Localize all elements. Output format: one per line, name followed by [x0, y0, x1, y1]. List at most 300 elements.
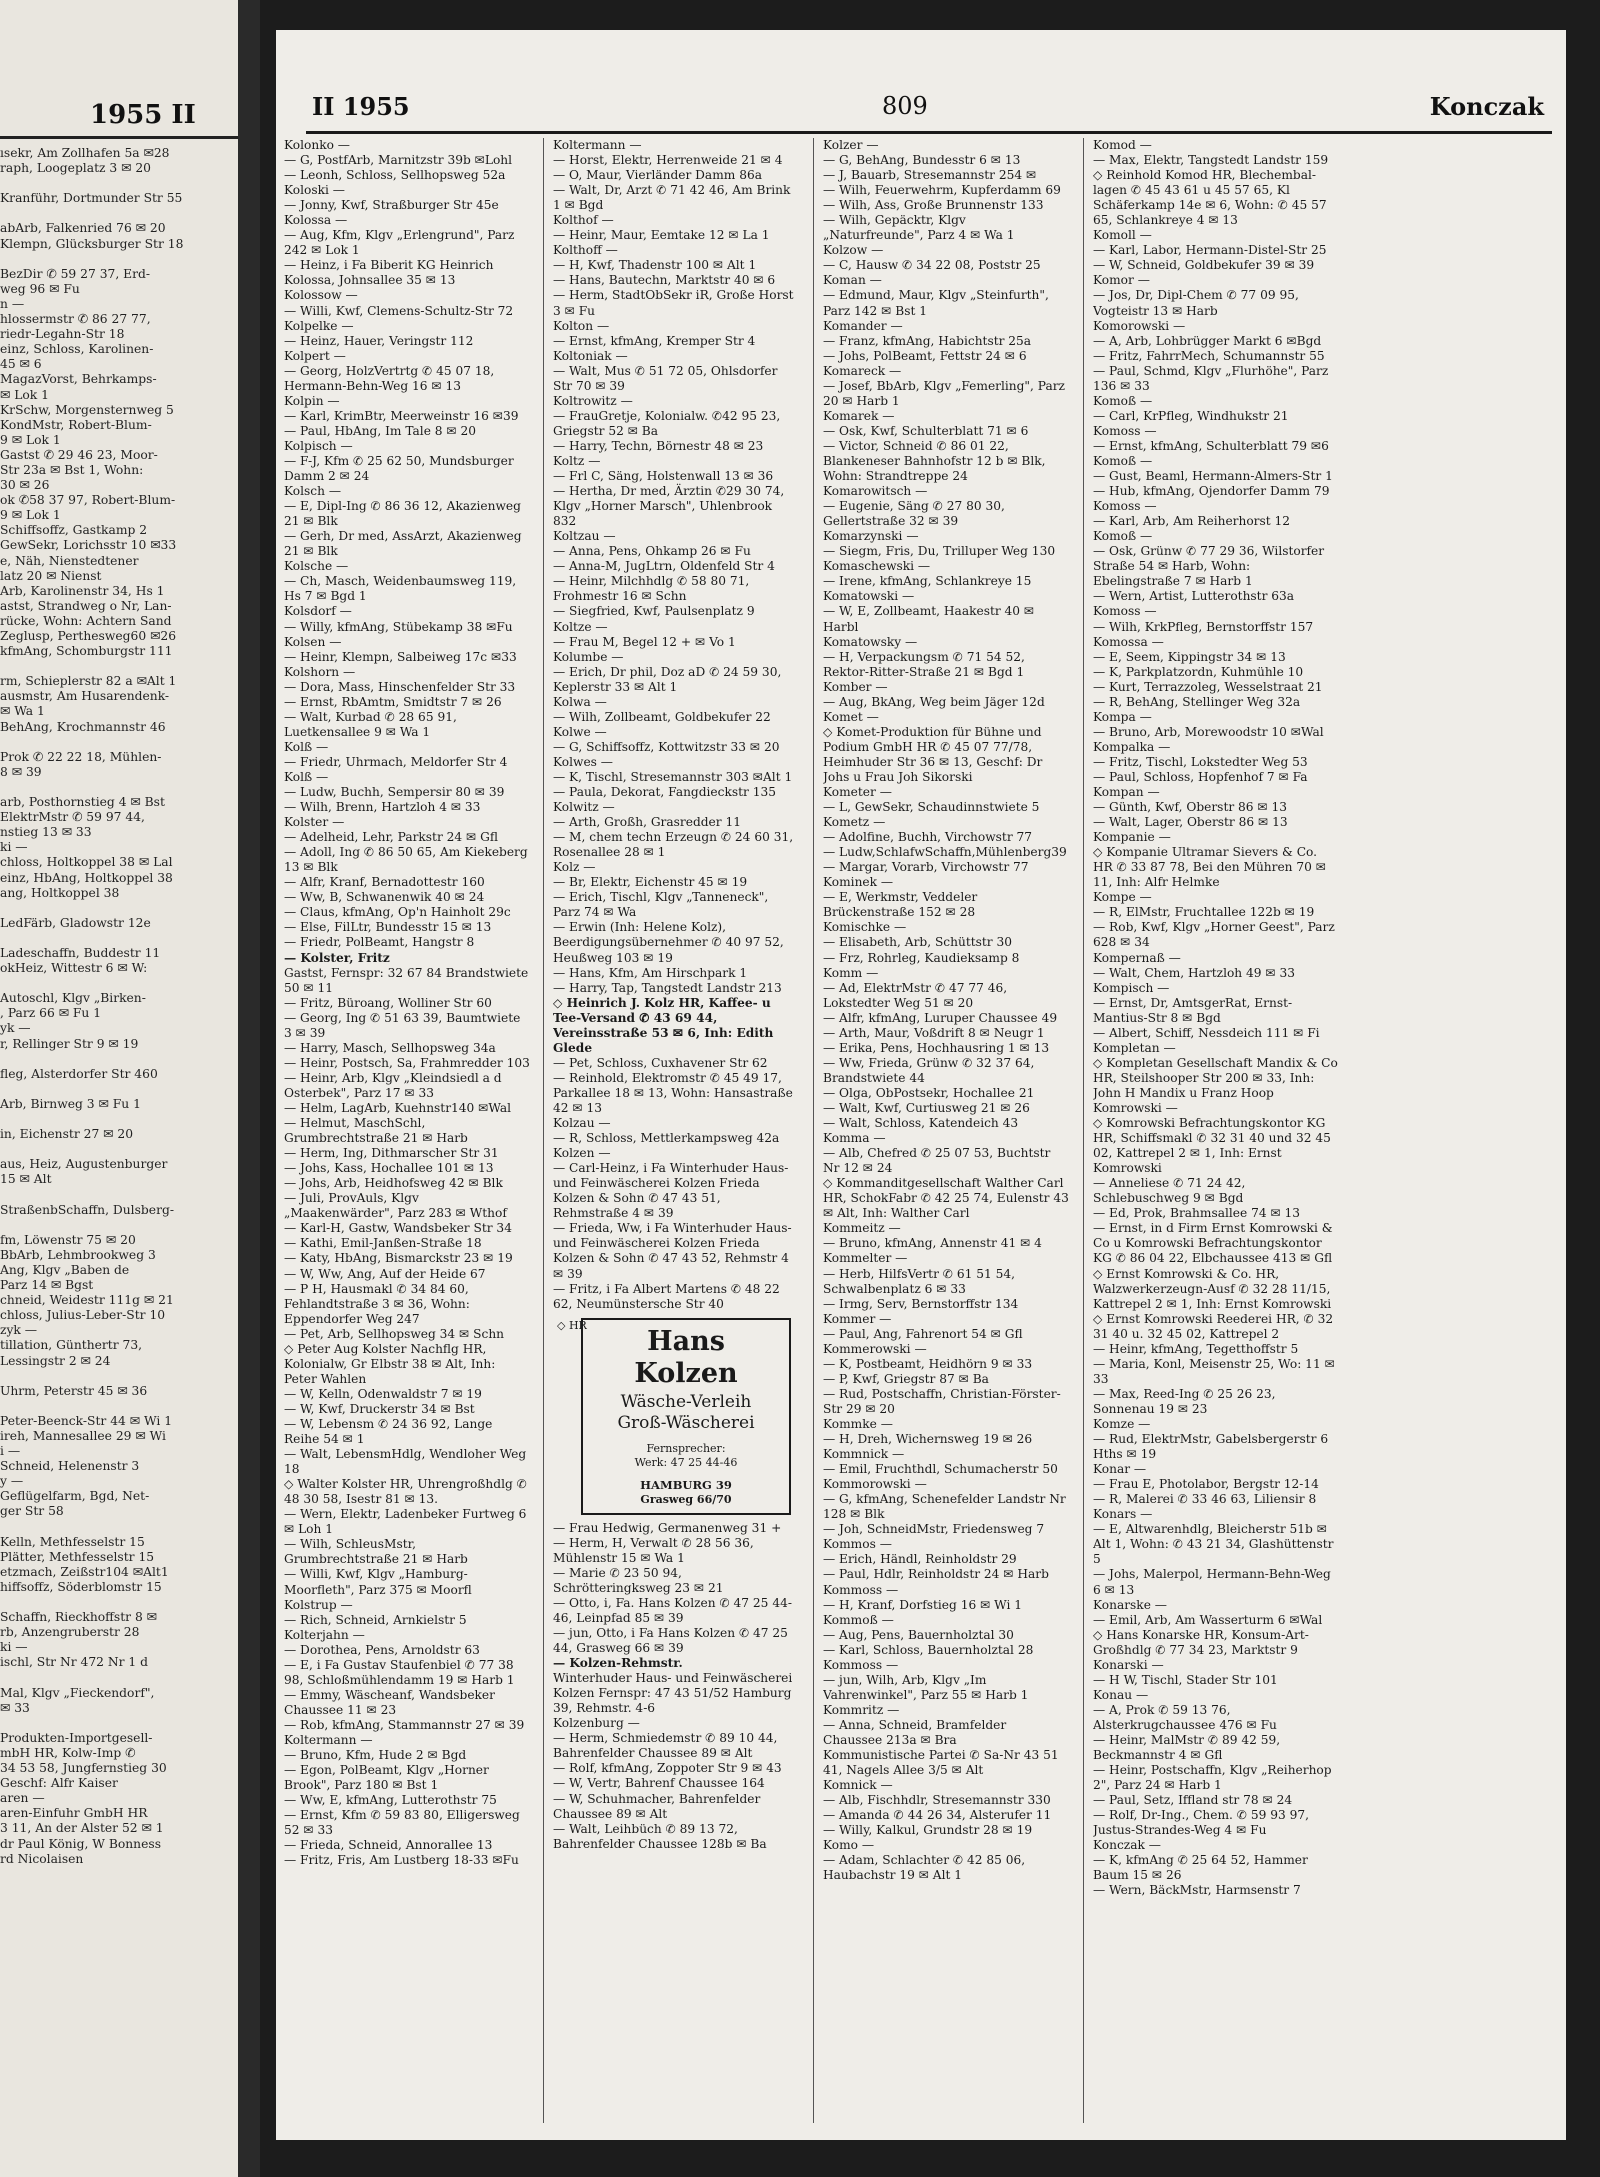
directory-entry: Kominek —: [823, 875, 894, 890]
directory-entry: ◇ Reinhold Komod HR, Blechembal-lagen ✆ 45 43 61 u 45 57 65, Kl Schäferkamp 14e ✉ 6, Wohn: ✆ 45 57 65, Schlankreye 4 ✉ 13: [1093, 168, 1327, 228]
directory-entry: Komoß —: [1093, 393, 1153, 408]
directory-entry: — Joh, SchneidMstr, Friedensweg 7: [823, 1522, 1045, 1537]
directory-entry: Komor —: [1093, 273, 1150, 288]
directory-entry: — W, E, Zollbeamt, Haakestr 40 ✉Harbl: [823, 604, 1035, 634]
directory-entry: — Else, FilLtr, Bundesstr 15 ✉ 13: [284, 920, 492, 935]
directory-entry: Kolpelke —: [284, 318, 354, 333]
directory-entry: — Victor, Schneid ✆ 86 01 22, Blankeneser Bahnhofstr 12 b ✉ Blk, Wohn: Strandtreppe 24: [823, 438, 1046, 484]
page-header: [312, 92, 1550, 132]
directory-entry: Kommos —: [823, 1537, 892, 1552]
directory-entry: [0, 1595, 236, 1610]
directory-entry: — Elisabeth, Arb, Schüttstr 30: [823, 935, 1012, 950]
directory-entry: Komrowski —: [1093, 1101, 1178, 1115]
directory-entry: Parz 14 ✉ Bgst: [0, 1278, 94, 1293]
directory-entry: Kommnick —: [823, 1447, 905, 1462]
directory-entry: — Margar, Vorarb, Virchowstr 77: [823, 860, 1029, 875]
directory-entry: — Pet, Schloss, Cuxhavener Str 62: [553, 1055, 768, 1070]
directory-entry: Gastst ✆ 29 46 23, Moor-: [0, 447, 158, 462]
directory-entry: Kolthof —: [553, 213, 614, 228]
directory-entry: — Erika, Pens, Hochhausring 1 ✉ 13: [823, 1040, 1050, 1055]
directory-entry: — W, Kwf, Druckerstr 34 ✉ Bst: [284, 1401, 475, 1416]
directory-entry: — Otto, i, Fa. Hans Kolzen ✆ 47 25 44-46, Leinpfad 85 ✉ 39: [553, 1595, 792, 1625]
directory-entry: — Egon, PolBeamt, Klgv „Horner Brook", Parz 180 ✉ Bst 1: [284, 1763, 489, 1793]
directory-entry: Komatowsky —: [823, 634, 918, 649]
directory-entry: — Max, Reed-Ing ✆ 25 26 23, Sonnenau 19 ✉ 23: [1093, 1386, 1276, 1416]
directory-entry: Kolzow —: [823, 243, 884, 258]
directory-entry: 9 ✉ Lok 1: [0, 432, 61, 447]
directory-entry: — O, Maur, Vierländer Damm 86a: [553, 168, 762, 183]
directory-entry: Kommoss —: [823, 1582, 899, 1597]
directory-entry: — Rud, ElektrMstr, Gabelsbergerstr 6 Hths ✉ 19: [1093, 1432, 1329, 1462]
directory-entry: [0, 1142, 236, 1157]
directory-entry: — Karl, Labor, Hermann-Distel-Str 25: [1093, 243, 1327, 258]
directory-entry: ✉ 33: [0, 1700, 30, 1715]
directory-entry: , Parz 66 ✉ Fu 1: [0, 1006, 102, 1021]
directory-entry: rb, Anzengruberstr 28: [0, 1625, 140, 1640]
directory-entry: Koltze —: [553, 619, 608, 634]
directory-entry: — F-J, Kfm ✆ 25 62 50, Mundsburger Damm 2 ✉ 24: [284, 453, 514, 484]
directory-entry: — Anna-M, JugLtrn, Oldenfeld Str 4: [553, 559, 775, 574]
directory-entry: — Heinr, Postsch, Sa, Frahmredder 103: [284, 1055, 530, 1070]
directory-entry: — Karl, Schloss, Bauernholztal 28: [823, 1642, 1034, 1657]
directory-entry: — Erwin (Inh: Helene Kolz), Beerdigungsübernehmer ✆ 40 97 52, Heußweg 103 ✉ 19: [553, 920, 784, 965]
directory-entry: r, Rellinger Str 9 ✉ 19: [0, 1036, 139, 1051]
directory-entry: — Max, Elektr, Tangstedt Landstr 159: [1093, 153, 1329, 168]
directory-entry: Komischke —: [823, 920, 907, 935]
directory-entry: Komander —: [823, 318, 903, 333]
directory-entry: — Walt, Mus ✆ 51 72 05, Ohlsdorfer Str 70 ✉ 39: [553, 363, 778, 393]
directory-entry: — Herb, HilfsVertr ✆ 61 51 54, Schwalbenplatz 6 ✉ 33: [823, 1266, 1016, 1296]
directory-entry: ◇ Heinrich J. Kolz HR, Kaffee- u Tee-Versand ✆ 43 69 44, Vereinsstraße 53 ✉ 6, Inh: Edith Glede: [553, 995, 774, 1055]
directory-entry: nstieg 13 ✉ 33: [0, 825, 92, 840]
directory-entry: Kolz —: [553, 860, 596, 875]
directory-entry: [0, 1112, 236, 1127]
ad-phone: Werk: 47 25 44-46: [634, 1455, 738, 1469]
directory-entry: — Frieda, Ww, i Fa Winterhuder Haus- und Feinwäscherei Kolzen Frieda Kolzen & Sohn ✆ 47 43 52, Rehmstr 4 ✉ 39: [553, 1221, 792, 1281]
directory-entry: — Bruno, kfmAng, Annenstr 41 ✉ 4: [823, 1236, 1042, 1251]
directory-entry: — Carl-Heinz, i Fa Winterhuder Haus- und Feinwäscherei Kolzen Frieda Kolzen & Sohn ✆ 47 43 51, Rehmstraße 4 ✉ 39: [553, 1161, 789, 1221]
directory-entry: — Kurt, Terrazzoleg, Wesselstraat 21: [1093, 679, 1323, 694]
directory-entry: — Alb, Fischhdlr, Stresemannstr 330: [823, 1793, 1051, 1808]
directory-entry: — Siegfried, Kwf, Paulsenplatz 9: [553, 604, 755, 619]
directory-entry: — Paul, Setz, Iffland str 78 ✉ 24: [1093, 1793, 1293, 1808]
directory-entry: Kommke —: [823, 1416, 893, 1431]
directory-entry: einz, Schloss, Karolinen-: [0, 342, 154, 357]
directory-entry: — E, Werkmstr, Veddeler Brückenstraße 152 ✉ 28: [823, 890, 978, 920]
directory-entry: Kolzen —: [553, 1146, 611, 1161]
directory-entry: — Heinr, Maur, Eemtake 12 ✉ La 1: [553, 228, 770, 243]
directory-entry: Komma —: [823, 1131, 886, 1146]
directory-entry: Kompisch —: [1093, 980, 1170, 995]
directory-entry: Kolsdorf —: [284, 604, 352, 619]
directory-entry: — Kathi, Emil-Janßen-Straße 18: [284, 1236, 482, 1251]
column-4: [1093, 138, 1339, 2118]
directory-entry: Kompalka —: [1093, 739, 1171, 754]
directory-entry: Schiffsoffz, Gastkamp 2: [0, 523, 148, 538]
directory-entry: — Kolzen-Rehmstr.: [553, 1656, 683, 1671]
directory-entry: Kommunistische Partei ✆ Sa-Nr 43 51 41, Nagels Allee 3/5 ✉ Alt: [823, 1748, 1059, 1778]
directory-entry: — H, Kranf, Dorfstieg 16 ✉ Wi 1: [823, 1597, 1022, 1612]
directory-entry: — Wilh, SchleusMstr, Grumbrechtstraße 21 ✉ Harb: [284, 1537, 468, 1567]
directory-entry: — Heinr, MalMstr ✆ 89 42 59, Beckmannstr 4 ✉ Gfl: [1093, 1732, 1281, 1763]
directory-entry: — Heinz, i Fa Biberit KG Heinrich Kolossa, Johnsallee 35 ✉ 13: [284, 258, 494, 288]
directory-entry: — Rolf, Dr-Ing., Chem. ✆ 59 93 97, Justus-Strandes-Weg 4 ✉ Fu: [1093, 1808, 1310, 1838]
directory-entry: — Br, Elektr, Eichenstr 45 ✉ 19: [553, 875, 748, 890]
directory-entry: — FrauGretje, Kolonialw. ✆42 95 23, Griegstr 52 ✉ Ba: [553, 408, 781, 438]
directory-entry: — J, Bauarb, Stresemannstr 254 ✉: [823, 168, 1037, 183]
directory-entry: — Harry, Masch, Sellhopsweg 34a: [284, 1040, 496, 1055]
directory-entry: [0, 1670, 236, 1685]
directory-entry: Kolterjahn —: [284, 1627, 365, 1642]
directory-entry: KrSchw, Morgensternweg 5: [0, 402, 174, 417]
directory-entry: — Erich, Dr phil, Doz aD ✆ 24 59 30, Keplerstr 33 ✉ Alt 1: [553, 664, 782, 694]
directory-entry: aus, Heiz, Augustenburger: [0, 1157, 168, 1172]
directory-entry: ◇ Ernst Komrowski & Co. HR, Walzwerkerzeugn-Ausf ✆ 32 28 11/15, Kattrepel 2 ✉ 1, Inh: Ernst Komrowski: [1093, 1266, 1332, 1311]
directory-entry: Kolwe —: [553, 724, 607, 739]
ad-marker: ◇ HR: [557, 1318, 587, 1332]
directory-entry: — E, Altwarenhdlg, Bleicherstr 51b ✉ Alt 1, Wohn: ✆ 43 21 34, Glashüttenstr 5: [1093, 1522, 1334, 1567]
directory-entry: ◇ Hans Konarske HR, Konsum-Art-Großhdlg ✆ 77 34 23, Marktstr 9: [1093, 1627, 1309, 1657]
directory-entry: Uhrm, Peterstr 45 ✉ 36: [0, 1383, 148, 1398]
column-2: [553, 138, 799, 2118]
directory-entry: — Alfr, kfmAng, Luruper Chaussee 49: [823, 1010, 1058, 1025]
directory-entry: y —: [0, 1474, 24, 1489]
directory-entry: ischl, Str Nr 472 Nr 1 d: [0, 1655, 149, 1670]
directory-entry: [0, 1082, 236, 1097]
directory-entry: fm, Löwenstr 75 ✉ 20: [0, 1232, 136, 1247]
directory-entry: [0, 1218, 236, 1233]
directory-entry: — C, Hausw ✆ 34 22 08, Poststr 25: [823, 258, 1041, 273]
directory-entry: — Frau Hedwig, Germanenweg 31 +: [553, 1520, 782, 1535]
directory-entry: Kompa —: [1093, 709, 1152, 724]
directory-entry: — Reinhold, Elektromstr ✆ 45 49 17, Parkallee 18 ✉ 13, Wohn: Hansastraße 42 ✉ 13: [553, 1070, 793, 1115]
directory-entry: Konar —: [1093, 1462, 1147, 1477]
directory-entry: Komo —: [823, 1838, 875, 1853]
directory-entry: — W, Ww, Ang, Auf der Heide 67: [284, 1266, 486, 1281]
directory-entry: StraßenbSchaffn, Dulsberg-: [0, 1202, 174, 1217]
directory-entry: — Wilh, Zollbeamt, Goldbekufer 22: [553, 709, 771, 724]
directory-entry: ◇ Kompanie Ultramar Sievers & Co. HR ✆ 33 87 78, Bei den Mühren 70 ✉ 11, Inh: Alfr Helmke: [1093, 845, 1326, 890]
directory-entry: — Erich, Händl, Reinholdstr 29: [823, 1552, 1017, 1567]
directory-entry: Komnick —: [823, 1778, 893, 1793]
directory-entry: ◇ Ernst Komrowski Reederei HR, ✆ 32 31 40 u. 32 45 02, Kattrepel 2: [1093, 1311, 1334, 1341]
directory-entry: — Helmut, MaschSchl, Grumbrechtstraße 21 ✉ Harb: [284, 1116, 468, 1146]
directory-entry: — Bruno, Arb, Morewoodstr 10 ✉Wal: [1093, 724, 1324, 739]
ad-street: Grasweg 66/70: [640, 1492, 732, 1506]
directory-entry: — Paul, Hdlr, Reinholdstr 24 ✉ Harb: [823, 1567, 1049, 1582]
directory-entry: GewSekr, Lorichsstr 10 ✉33: [0, 538, 177, 553]
directory-entry: Kolshorn —: [284, 664, 356, 679]
directory-entry: — E, Dipl-Ing ✆ 86 36 12, Akazienweg 21 ✉ Blk: [284, 499, 521, 529]
directory-entry: — Irmg, Serv, Bernstorffstr 134: [823, 1296, 1019, 1311]
directory-entry: — Anna, Pens, Ohkamp 26 ✉ Fu: [553, 544, 751, 559]
directory-entry: — Ernst, in d Firm Ernst Komrowski & Co u Komrowski Befrachtungskontor KG ✆ 86 04 22, Elbchaussee 413 ✉ Gfl: [1093, 1221, 1333, 1266]
directory-entry: Kommerowski —: [823, 1341, 927, 1356]
directory-entry: Kommer —: [823, 1311, 892, 1326]
directory-entry: — Franz, kfmAng, Habichtstr 25a: [823, 333, 1032, 348]
directory-entry: — Günth, Kwf, Oberstr 86 ✉ 13: [1093, 800, 1288, 815]
directory-entry: Lessingstr 2 ✉ 24: [0, 1353, 111, 1368]
directory-entry: — Adoll, Ing ✆ 86 50 65, Am Kiekeberg 13 ✉ Blk: [284, 845, 528, 875]
directory-entry: — Frau E, Photolabor, Bergstr 12-14: [1093, 1477, 1319, 1492]
directory-entry: — Ernst, kfmAng, Kremper Str 4: [553, 333, 756, 348]
directory-entry: Kommritz —: [823, 1702, 900, 1717]
directory-entry: Arb, Birnweg 3 ✉ Fu 1: [0, 1096, 141, 1111]
directory-entry: ger Str 58: [0, 1504, 64, 1519]
directory-entry: — Anneliese ✆ 71 24 42, Schlebuschweg 9 ✉ Bgd: [1093, 1176, 1246, 1206]
directory-entry: chloss, Holtkoppel 38 ✉ Lal: [0, 855, 173, 870]
directory-entry: — Arth, Großh, Grasredder 11: [553, 815, 741, 830]
directory-entry: arb, Posthornstieg 4 ✉ Bst: [0, 795, 165, 810]
directory-entry: — Dora, Mass, Hinschenfelder Str 33: [284, 679, 516, 694]
directory-entry: — Ad, ElektrMstr ✆ 47 77 46, Lokstedter Weg 51 ✉ 20: [823, 980, 1008, 1010]
directory-entry: Kolpisch —: [284, 438, 353, 453]
directory-entry: 15 ✉ Alt: [0, 1172, 52, 1187]
directory-entry: [0, 1187, 236, 1202]
directory-entry: — Erich, Tischl, Klgv „Tanneneck", Parz 74 ✉ Wa: [553, 890, 769, 920]
directory-entry: — Georg, HolzVertrtg ✆ 45 07 18, Hermann-Behn-Weg 16 ✉ 13: [284, 363, 495, 393]
directory-entry: — Harry, Tap, Tangstedt Landstr 213: [553, 980, 782, 995]
directory-entry: Komoss —: [1093, 604, 1157, 619]
directory-entry: — Dorothea, Pens, Arnoldstr 63: [284, 1642, 480, 1657]
directory-entry: Kolstrup —: [284, 1597, 353, 1612]
ad-line-1: Wäsche-Verleih: [620, 1391, 752, 1412]
directory-entry: — Ernst, Kfm ✆ 59 83 80, Elligersweg 52 ✉ 33: [284, 1808, 520, 1838]
directory-entry: [0, 1369, 236, 1384]
directory-entry: — A, Arb, Lohbrügger Markt 6 ✉Bgd: [1093, 333, 1322, 348]
directory-entry: — R, ElMstr, Fruchtallee 122b ✉ 19: [1093, 905, 1315, 920]
directory-entry: Koltzau —: [553, 529, 616, 544]
advertisement-hans-kolzen: [557, 1318, 791, 1515]
directory-entry: — Adam, Schlachter ✆ 42 85 06, Haubachstr 19 ✉ Alt 1: [823, 1853, 1026, 1883]
directory-entry: Komoll —: [1093, 228, 1152, 243]
directory-entry: rm, Schieplerstr 82 a ✉Alt 1: [0, 674, 177, 689]
directory-entry: dr Paul König, W Bonness: [0, 1836, 162, 1851]
directory-entry: [0, 780, 236, 795]
directory-entry: latz 20 ✉ Nienst: [0, 568, 102, 583]
directory-entry: — Carl, KrPfleg, Windhukstr 21: [1093, 408, 1289, 423]
directory-entry: chneid, Weidestr 111g ✉ 21: [0, 1293, 174, 1308]
directory-entry: abArb, Falkenried 76 ✉ 20: [0, 221, 166, 236]
directory-entry: — K, kfmAng ✆ 25 64 52, Hammer Baum 15 ✉ 26: [1093, 1853, 1308, 1883]
directory-entry: — P, Kwf, Griegstr 87 ✉ Ba: [823, 1371, 989, 1386]
directory-entry: — P H, Hausmakl ✆ 34 84 60, Fehlandtstraße 3 ✉ 36, Wohn: Eppendorfer Weg 247: [284, 1281, 470, 1326]
directory-entry: [0, 976, 236, 991]
directory-entry: — M, chem techn Erzeugn ✆ 24 60 31, Rosenallee 28 ✉ 1: [553, 830, 794, 860]
directory-entry: ◇ Walter Kolster HR, Uhrengroßhdlg ✆ 48 30 58, Isestr 81 ✉ 13.: [284, 1477, 527, 1507]
directory-entry: — G, BehAng, Bundesstr 6 ✉ 13: [823, 153, 1021, 168]
directory-entry: — Ludw, Buchh, Sempersir 80 ✉ 39: [284, 785, 505, 800]
directory-entry: — H, Verpackungsm ✆ 71 54 52, Rektor-Ritter-Straße 21 ✉ Bgd 1: [823, 649, 1025, 679]
directory-entry: — Frau M, Begel 12 + ✉ Vo 1: [553, 634, 736, 649]
directory-entry: — Osk, Grünw ✆ 77 29 36, Wilstorfer Straße 54 ✉ Harb, Wohn: Ebelingstraße 7 ✉ Harb 1: [1093, 544, 1325, 589]
directory-entry: — Leonh, Schloss, Sellhopsweg 52a: [284, 168, 506, 183]
directory-entry: — Hub, kfmAng, Ojendorfer Damm 79: [1093, 484, 1330, 499]
directory-entry: — Emil, Arb, Am Wasserturm 6 ✉Wal: [1093, 1612, 1323, 1627]
directory-entry: Autoschl, Klgv „Birken-: [0, 991, 146, 1006]
directory-entry: — Frl C, Säng, Holstenwall 13 ✉ 36: [553, 469, 774, 484]
directory-entry: Kolossa —: [284, 213, 348, 228]
directory-entry: — Willy, Kalkul, Grundstr 28 ✉ 19: [823, 1823, 1033, 1838]
running-head: Konczak: [1429, 92, 1544, 121]
directory-entry: Komoss —: [1093, 499, 1157, 514]
directory-entry: [0, 206, 236, 221]
directory-entry: — Wilh, Ass, Große Brunnenstr 133: [823, 198, 1044, 213]
directory-entry: Kompan —: [1093, 785, 1160, 800]
directory-entry: — W, Vertr, Bahrenf Chaussee 164: [553, 1776, 765, 1791]
directory-entry: — Gust, Beaml, Hermann-Almers-Str 1: [1093, 469, 1333, 484]
directory-entry: — G, kfmAng, Schenefelder Landstr Nr 128 ✉ Blk: [823, 1492, 1066, 1522]
directory-entry: — Fritz, Büroang, Wolliner Str 60: [284, 995, 492, 1010]
directory-entry: — Rud, Postschaffn, Christian-Förster-Str 29 ✉ 20: [823, 1386, 1061, 1416]
directory-entry: Komm —: [823, 965, 879, 980]
directory-entry: — Arth, Maur, Voßdrift 8 ✉ Neugr 1: [823, 1025, 1045, 1040]
directory-entry: Kommoss —: [823, 1657, 899, 1672]
directory-entry: — Pet, Arb, Sellhopsweg 34 ✉ Schn: [284, 1326, 505, 1341]
directory-entry: Prok ✆ 22 22 18, Mühlen-: [0, 749, 162, 764]
directory-entry: — Gerh, Dr med, AssArzt, Akazienweg 21 ✉ Blk: [284, 529, 522, 559]
directory-entry: ◇ Komet-Produktion für Bühne und Podium GmbH HR ✆ 45 07 77/78, Heimhuder Str 36 ✉ 13, Geschf: Dr Johs u Frau Joh Sikorski: [823, 724, 1043, 784]
directory-entry: — Helm, LagArb, Kuehnstr140 ✉Wal: [284, 1101, 511, 1115]
directory-entry: — jun, Wilh, Arb, Klgv „Im Vahrenwinkel", Parz 55 ✉ Harb 1: [823, 1672, 1029, 1702]
directory-entry: [0, 176, 236, 191]
directory-entry: — Rob, Kwf, Klgv „Horner Geest", Parz 628 ✉ 34: [1093, 920, 1335, 950]
directory-entry: — Juli, ProvAuls, Klgv „Maakenwärder", Parz 283 ✉ Wthof: [284, 1191, 507, 1221]
directory-entry: — Eugenie, Säng ✆ 27 80 30, Gellertstraße 32 ✉ 39: [823, 499, 1005, 529]
directory-entry: — Wilh, KrkPfleg, Bernstorffstr 157: [1093, 619, 1314, 634]
directory-entry: Kolzau —: [553, 1116, 611, 1131]
directory-entry: — Herm, Schmiedemstr ✆ 89 10 44, Bahrenfelder Chaussee 89 ✉ Alt: [553, 1731, 778, 1761]
directory-entry: Komaschewski —: [823, 559, 931, 574]
directory-entry: i —: [0, 1444, 21, 1459]
directory-entry: — Ch, Masch, Weidenbaumsweg 119, Hs 7 ✉ Bgd 1: [284, 574, 517, 604]
directory-entry: — Paul, HbAng, Im Tale 8 ✉ 20: [284, 423, 477, 438]
directory-entry: ✉ Lok 1: [0, 387, 49, 402]
directory-entry: Ang, Klgv „Baben de: [0, 1262, 130, 1277]
directory-entry: ◇ Kommanditgesellschaft Walther Carl HR, SchokFabr ✆ 42 25 74, Eulenstr 43 ✉ Alt, Inh: Walther Carl: [823, 1176, 1069, 1221]
directory-entry: chloss, Julius-Leber-Str 10: [0, 1308, 166, 1323]
directory-entry: — R, BehAng, Stellinger Weg 32a: [1093, 694, 1301, 709]
directory-entry: — Ernst, kfmAng, Schulterblatt 79 ✉6: [1093, 438, 1329, 453]
directory-entry: ireh, Mannesallee 29 ✉ Wi: [0, 1428, 166, 1443]
directory-entry: — Ernst, Dr, AmtsgerRat, Ernst-Mantius-Str 8 ✉ Bgd: [1093, 995, 1293, 1025]
directory-entry: — Karl-H, Gastw, Wandsbeker Str 34: [284, 1221, 512, 1236]
directory-entry: Kometz —: [823, 815, 886, 830]
directory-entry: Komze —: [1093, 1416, 1151, 1431]
directory-entry: — E, Seem, Kippingstr 34 ✉ 13: [1093, 649, 1286, 664]
directory-entry: aren —: [0, 1791, 45, 1806]
directory-entry: — Wern, BäckMstr, Harmsenstr 7: [1093, 1883, 1301, 1898]
directory-entry: — Siegm, Fris, Du, Trilluper Weg 130: [823, 544, 1056, 559]
directory-entry: — G, PostfArb, Marnitzstr 39b ✉Lohl: [284, 153, 513, 168]
ad-phone-label: Fernsprecher:: [646, 1441, 726, 1455]
directory-entry: Koloski —: [284, 183, 345, 198]
directory-entry: Konarske —: [1093, 1597, 1167, 1612]
directory-entry: Klempn, Glücksburger Str 18: [0, 236, 184, 251]
directory-entry: — Paula, Dekorat, Fangdieckstr 135: [553, 785, 776, 800]
directory-entry: — Adolfine, Buchh, Virchowstr 77: [823, 830, 1033, 845]
directory-entry: Kolß —: [284, 739, 329, 754]
directory-entry: — Wilh, Gepäcktr, Klgv „Naturfreunde", Parz 4 ✉ Wa 1: [823, 213, 1015, 243]
directory-entry: Komarzynski —: [823, 529, 919, 544]
directory-entry: — G, Schiffsoffz, Kottwitzstr 33 ✉ 20: [553, 739, 780, 754]
directory-entry: [0, 1052, 236, 1067]
directory-entry: — Aug, Pens, Bauernholztal 30: [823, 1627, 1014, 1642]
directory-entry: — Rob, kfmAng, Stammannstr 27 ✉ 39: [284, 1717, 525, 1732]
directory-entry: — R, Schloss, Mettlerkampsweg 42a: [553, 1131, 780, 1146]
directory-entry: — Aug, Kfm, Klgv „Erlengrund", Parz 242 ✉ Lok 1: [284, 228, 515, 258]
directory-entry: — Walt, Leihbüch ✆ 89 13 72, Bahrenfelder Chaussee 128b ✉ Ba: [553, 1821, 767, 1851]
directory-entry: Geflügelfarm, Bgd, Net-: [0, 1489, 150, 1504]
directory-entry: — Adelheid, Lehr, Parkstr 24 ✉ Gfl: [284, 830, 498, 845]
directory-entry: fleg, Alsterdorfer Str 460: [0, 1066, 158, 1081]
directory-entry: Konarski —: [1093, 1657, 1164, 1672]
directory-entry: ausmstr, Am Husarendenk-: [0, 689, 170, 704]
directory-entry: raph, Loogeplatz 3 ✉ 20: [0, 161, 151, 176]
directory-entry: — A, Prok ✆ 59 13 76, Alsterkrugchaussee 476 ✉ Fu: [1093, 1702, 1277, 1732]
directory-entry: Kolton —: [553, 318, 610, 333]
directory-entry: — Ernst, RbAmtm, Smidtstr 7 ✉ 26: [284, 694, 502, 709]
directory-entry: Str 23a ✉ Bst 1, Wohn:: [0, 462, 144, 477]
directory-entry: Komatowski —: [823, 589, 915, 604]
left-page-header: 1955 II: [90, 100, 196, 130]
directory-entry: Kolonko —: [284, 138, 350, 152]
directory-entry: tillation, Günthertr 73,: [0, 1338, 143, 1353]
header-rule: [306, 131, 1552, 134]
directory-entry: — W, Kelln, Odenwaldstr 7 ✉ 19: [284, 1386, 482, 1401]
directory-entry: — Olga, ObPostsekr, Hochallee 21: [823, 1085, 1035, 1100]
directory-entry: — Karl, KrimBtr, Meerweinstr 16 ✉39: [284, 408, 519, 423]
directory-entry: — Friedr, PolBeamt, Hangstr 8: [284, 935, 475, 950]
directory-entry: Schneid, Helenenstr 3: [0, 1459, 140, 1474]
directory-entry: Kolsen —: [284, 634, 342, 649]
directory-entry: — Emmy, Wäscheanf, Wandsbeker Chaussee 11 ✉ 23: [284, 1687, 495, 1717]
directory-entry: Koman —: [823, 273, 882, 288]
directory-entry: — Walt, Dr, Arzt ✆ 71 42 46, Am Brink 1 ✉ Bgd: [553, 183, 791, 213]
directory-entry: — Irene, kfmAng, Schlankreye 15: [823, 574, 1032, 589]
directory-entry: Komber —: [823, 679, 888, 694]
directory-entry: ok ✆58 37 97, Robert-Blum-: [0, 493, 176, 508]
directory-entry: Komoß —: [1093, 453, 1153, 468]
directory-entry: — Fritz, FahrrMech, Schumannstr 55: [1093, 348, 1325, 363]
directory-entry: Kolß —: [284, 769, 329, 784]
directory-entry: — E, i Fa Gustav Staufenbiel ✆ 77 38 98, Schloßmühlendamm 19 ✉ Harb 1: [284, 1657, 515, 1687]
directory-entry: Gastst, Fernspr: 32 67 84 Brandstwiete 50 ✉ 11: [284, 965, 529, 995]
directory-entry: — Georg, Ing ✆ 51 63 39, Baumtwiete 3 ✉ 39: [284, 1010, 521, 1040]
ad-city: HAMBURG 39: [640, 1477, 732, 1492]
directory-entry: yk —: [0, 1021, 31, 1036]
directory-entry: ◇ Kompletan Gesellschaft Mandix & Co HR, Steilshooper Str 200 ✉ 33, Inh: John H Mandix u Franz Hoop: [1093, 1055, 1338, 1100]
directory-entry: Komareck —: [823, 363, 902, 378]
directory-entry: — Hans, Bautechn, Marktstr 40 ✉ 6: [553, 273, 776, 288]
directory-entry: — W, Lebensm ✆ 24 36 92, Lange Reihe 54 ✉ 1: [284, 1416, 493, 1447]
directory-entry: BbArb, Lehmbrookweg 3: [0, 1247, 156, 1262]
directory-entry: [0, 1399, 236, 1414]
directory-entry: — Paul, Schmd, Klgv „Flurhöhe", Parz 136 ✉ 33: [1093, 363, 1329, 393]
column-1: [284, 138, 530, 2118]
directory-entry: riedr-Legahn-Str 18: [0, 327, 125, 342]
directory-entry: ki —: [0, 840, 28, 855]
directory-entry: ang, Holtkoppel 38: [0, 885, 120, 900]
directory-entry: Schaffn, Rieckhoffstr 8 ✉: [0, 1610, 157, 1625]
directory-entry: — Wilh, Brenn, Hartzloh 4 ✉ 33: [284, 800, 481, 815]
left-page-gutter: [0, 0, 260, 2177]
directory-entry: Koltoniak —: [553, 348, 628, 363]
directory-entry: Produkten-Importgesell-: [0, 1730, 153, 1745]
directory-entry: — jun, Otto, i Fa Hans Kolzen ✆ 47 25 44, Grasweg 66 ✉ 39: [553, 1625, 788, 1656]
directory-entry: Kolwa —: [553, 694, 607, 709]
directory-entry: — H W, Tischl, Stader Str 101: [1093, 1672, 1278, 1687]
